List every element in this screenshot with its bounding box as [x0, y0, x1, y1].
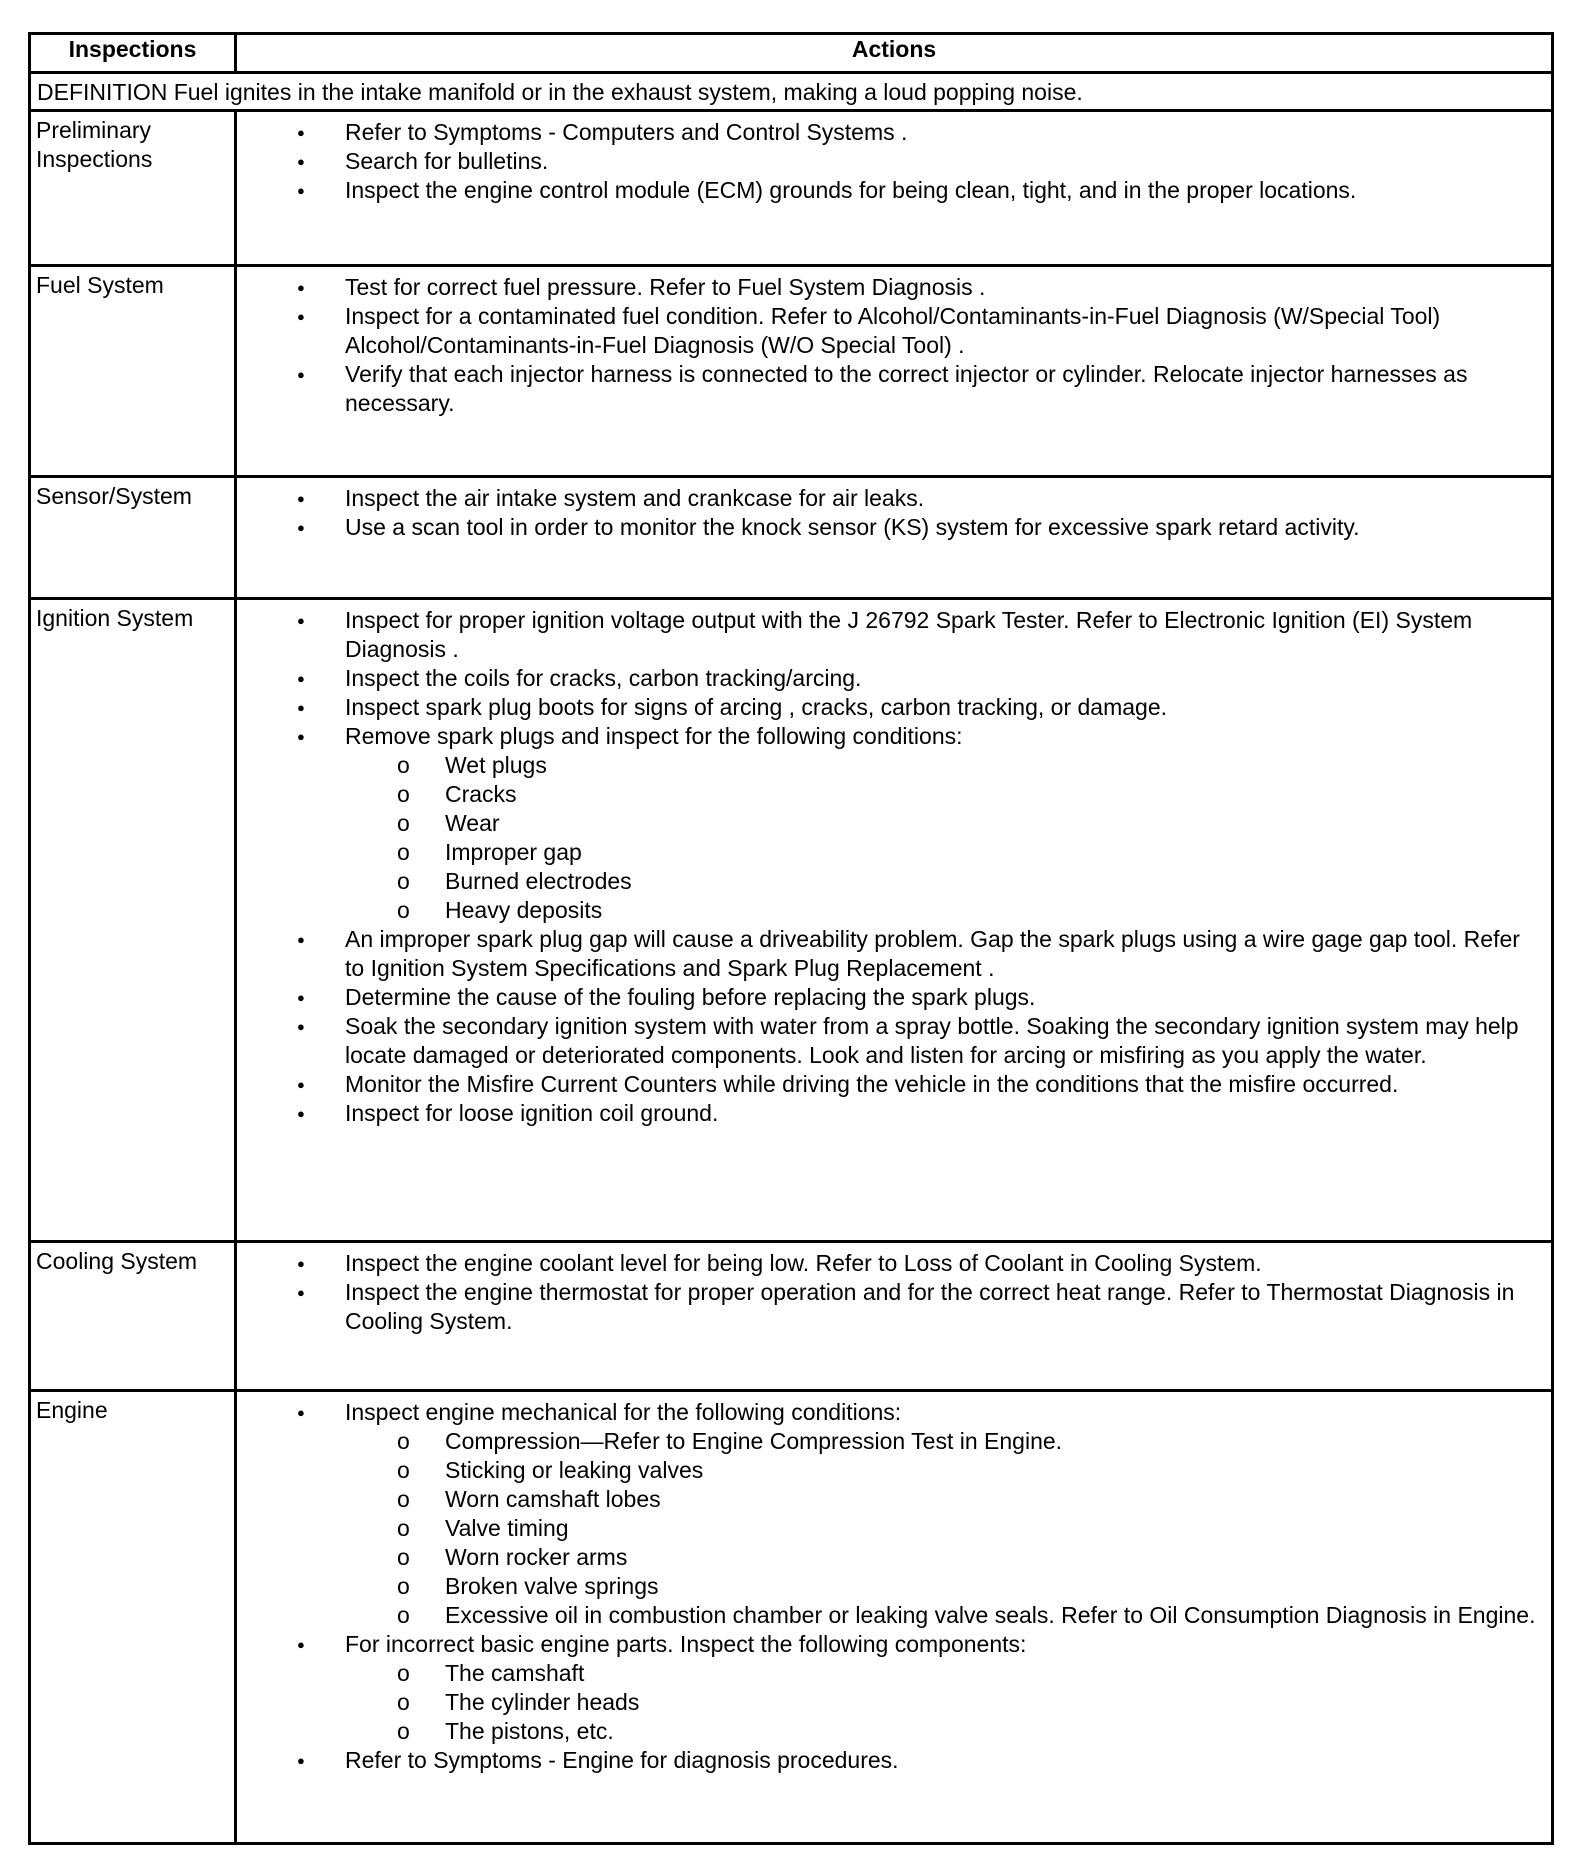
row-actions	[236, 1242, 1553, 1391]
sub-list-item: o Worn camshaft lobes	[345, 1485, 1545, 1514]
list-item	[237, 1630, 1545, 1746]
row-actions	[236, 477, 1553, 599]
sub-list-item: o Valve timing	[345, 1514, 1545, 1543]
sub-list	[345, 1427, 1545, 1630]
list-item	[237, 1249, 1545, 1278]
list-item	[237, 176, 1545, 205]
definition-text: DEFINITION Fuel ignites in the intake manifold or in the exhaust system, making a loud popping noise.	[30, 73, 1553, 111]
sub-list-item: o Excessive oil in combustion chamber or leaking valve seals. Refer to Oil Consumption Diagnosis in Engine.	[345, 1601, 1545, 1630]
list-item	[237, 360, 1545, 418]
list-item	[237, 1070, 1545, 1099]
list-item-text: Monitor the Misfire Current Counters while driving the vehicle in the conditions that the misfire occurred.	[345, 1071, 1399, 1097]
row-actions	[236, 266, 1553, 477]
sub-list-item: o Worn rocker arms	[345, 1543, 1545, 1572]
list-item-text: Inspect for a contaminated fuel condition. Refer to Alcohol/Contaminants-in-Fuel Diagnosis (W/Special Tool) Alcohol/Contaminants-in-Fuel Diagnosis (W/O Special Tool) .	[345, 303, 1441, 358]
list-item-text: Inspect the engine thermostat for proper operation and for the correct heat range. Refer to Thermostat Diagnosis in Cooling System.	[345, 1279, 1515, 1334]
action-list	[237, 1398, 1545, 1775]
list-item	[237, 513, 1545, 542]
list-item-text: Search for bulletins.	[345, 148, 549, 174]
list-item-text: Inspect spark plug boots for signs of arcing , cracks, carbon tracking, or damage.	[345, 694, 1168, 720]
list-item-text: Refer to Symptoms - Engine for diagnosis procedures.	[345, 1747, 899, 1773]
list-item	[237, 302, 1545, 360]
list-item-text: Use a scan tool in order to monitor the knock sensor (KS) system for excessive spark retard activity.	[345, 514, 1360, 540]
list-item-text: Inspect for proper ignition voltage output with the J 26792 Spark Tester. Refer to Electronic Ignition (EI) System Diagnosis .	[345, 607, 1473, 662]
sub-list	[345, 751, 1545, 925]
row-label: Engine	[30, 1391, 236, 1844]
table-row	[30, 477, 1553, 599]
sub-list-item: o Heavy deposits	[345, 896, 1545, 925]
row-label: Preliminary Inspections	[30, 111, 236, 266]
inspections-table	[28, 32, 1554, 1845]
rows-body	[30, 111, 1553, 1844]
table-row	[30, 1242, 1553, 1391]
list-item-text: Inspect for loose ignition coil ground.	[345, 1100, 719, 1126]
sub-list-item: o Wet plugs	[345, 751, 1545, 780]
sub-list-item: o Compression—Refer to Engine Compression Test in Engine.	[345, 1427, 1545, 1456]
sub-list	[345, 1659, 1545, 1746]
row-actions	[236, 599, 1553, 1242]
list-item-text: Verify that each injector harness is connected to the correct injector or cylinder. Relocate injector harnesses as necessary.	[345, 361, 1468, 416]
list-item-text: An improper spark plug gap will cause a driveability problem. Gap the spark plugs using a wire gage gap tool. Refer to Ignition System Specifications and Spark Plug Replacement .	[345, 926, 1520, 981]
sub-list-item: o The cylinder heads	[345, 1688, 1545, 1717]
list-item	[237, 1398, 1545, 1630]
sub-list-item: o The pistons, etc.	[345, 1717, 1545, 1746]
list-item	[237, 925, 1545, 983]
list-item	[237, 1746, 1545, 1775]
list-item-text: Inspect the engine coolant level for being low. Refer to Loss of Coolant in Cooling System.	[345, 1250, 1262, 1276]
list-item	[237, 722, 1545, 925]
action-list	[237, 1249, 1545, 1336]
list-item-text: Refer to Symptoms - Computers and Control Systems .	[345, 119, 908, 145]
list-item-text: Test for correct fuel pressure. Refer to Fuel System Diagnosis .	[345, 274, 986, 300]
header-actions: Actions	[236, 34, 1553, 73]
sub-list-item: o The camshaft	[345, 1659, 1545, 1688]
list-item-text: Soak the secondary ignition system with water from a spray bottle. Soaking the secondary ignition system may help locate damaged or deteriorated components. Look and listen for arcing or misfiring as you apply the water.	[345, 1013, 1519, 1068]
sub-list-item: o Burned electrodes	[345, 867, 1545, 896]
list-item-text: Inspect the engine control module (ECM) grounds for being clean, tight, and in the proper locations.	[345, 177, 1357, 203]
header-inspections: Inspections	[30, 34, 236, 73]
list-item	[237, 273, 1545, 302]
table-row	[30, 266, 1553, 477]
row-label: Fuel System	[30, 266, 236, 477]
sub-list-item: o Wear	[345, 809, 1545, 838]
list-item	[237, 664, 1545, 693]
table-row	[30, 1391, 1553, 1844]
sub-list-item: o Improper gap	[345, 838, 1545, 867]
list-item	[237, 606, 1545, 664]
definition-row	[30, 73, 1553, 111]
sub-list-item: o Broken valve springs	[345, 1572, 1545, 1601]
list-item	[237, 693, 1545, 722]
row-label: Sensor/System	[30, 477, 236, 599]
action-list	[237, 606, 1545, 1128]
list-item-text: For incorrect basic engine parts. Inspect the following components:	[345, 1631, 1027, 1657]
table-row	[30, 599, 1553, 1242]
row-label: Ignition System	[30, 599, 236, 1242]
sub-list-item: o Sticking or leaking valves	[345, 1456, 1545, 1485]
list-item	[237, 118, 1545, 147]
action-list	[237, 273, 1545, 418]
sub-list-item: o Cracks	[345, 780, 1545, 809]
table-row	[30, 111, 1553, 266]
list-item-text: Inspect engine mechanical for the following conditions:	[345, 1399, 902, 1425]
header-row	[30, 34, 1553, 73]
list-item-text: Inspect the coils for cracks, carbon tracking/arcing.	[345, 665, 862, 691]
list-item-text: Remove spark plugs and inspect for the following conditions:	[345, 723, 963, 749]
list-item	[237, 983, 1545, 1012]
list-item-text: Determine the cause of the fouling before replacing the spark plugs.	[345, 984, 1036, 1010]
list-item	[237, 484, 1545, 513]
row-label: Cooling System	[30, 1242, 236, 1391]
list-item	[237, 1278, 1545, 1336]
list-item-text: Inspect the air intake system and crankcase for air leaks.	[345, 485, 925, 511]
action-list	[237, 484, 1545, 542]
row-actions	[236, 1391, 1553, 1844]
list-item	[237, 1099, 1545, 1128]
list-item	[237, 147, 1545, 176]
row-actions	[236, 111, 1553, 266]
list-item	[237, 1012, 1545, 1070]
action-list	[237, 118, 1545, 205]
